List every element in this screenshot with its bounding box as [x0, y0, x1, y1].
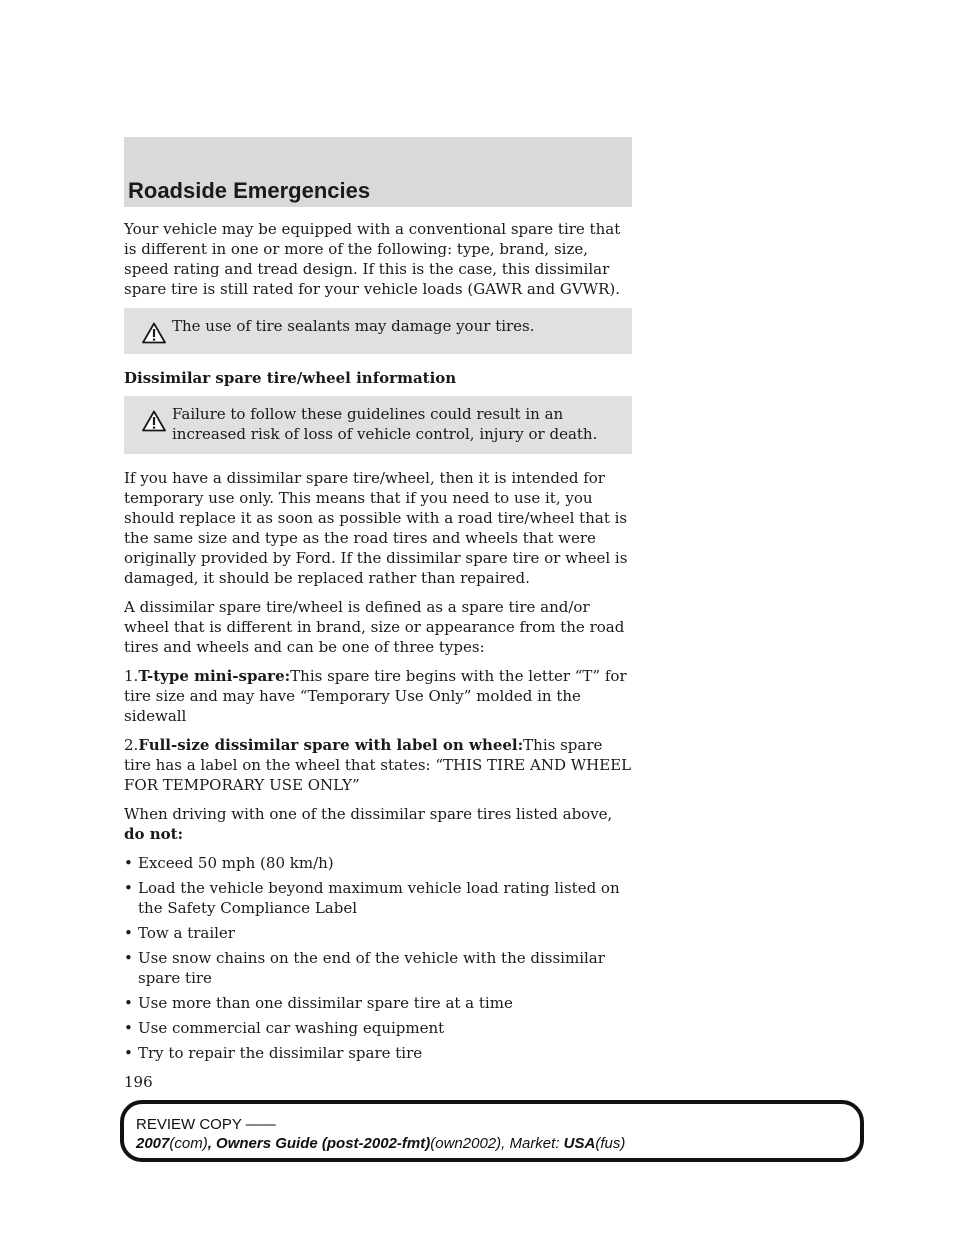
review-copy-label: REVIEW COPY —— [136, 1116, 276, 1133]
warning-triangle-icon [142, 410, 166, 432]
document-info-line: 2007(com), Owners Guide (post-2002-fmt)(own2002), Market: USA(fus) [136, 1135, 626, 1152]
list-item: • Tow a trailer [124, 924, 235, 942]
warning-triangle-icon [142, 322, 166, 344]
list-item: • Try to repair the dissimilar spare tire [124, 1044, 423, 1062]
bullet-icon: • [124, 1019, 133, 1037]
type-description: This spare tire begins with the letter “T” for tire size and may have “Temporary Use Only” molded in the sidewall [124, 667, 627, 725]
list-item: • Use snow chains on the end of the vehicle with the dissimilar spare tire [124, 949, 605, 987]
warning-box-guidelines [124, 396, 632, 454]
list-item: • Use more than one dissimilar spare tire at a time [124, 994, 513, 1012]
bullet-icon: • [124, 994, 133, 1012]
subheading: Dissimilar spare tire/wheel information [124, 369, 457, 387]
intro-paragraph: Your vehicle may be equipped with a conventional spare tire that is different in one or more of the following: type, brand, size, speed rating and tread design. If this is the case, this dissimilar spare tire is still rated for your vehicle loads (GAWR and GVWR). [124, 220, 621, 298]
warning-text: The use of tire sealants may damage your tires. [172, 317, 535, 335]
bullet-icon: • [124, 924, 133, 942]
warning-box-sealants [124, 308, 632, 354]
definition-paragraph: A dissimilar spare tire/wheel is defined as a spare tire and/or wheel that is different in brand, size or appearance from the road tires and wheels and can be one of three types: [124, 598, 625, 656]
list-item: • Use commercial car washing equipment [124, 1019, 445, 1037]
bullet-icon: • [124, 879, 133, 897]
type-number: 1. [124, 667, 139, 685]
type-description: This spare tire has a label on the wheel that states: “THIS TIRE AND WHEEL FOR TEMPORARY USE ONLY” [124, 736, 632, 794]
type-item [124, 735, 632, 795]
temporary-use-paragraph: If you have a dissimilar spare tire/wheel, then it is intended for temporary use only. This means that if you need to use it, you should replace it as soon as possible with a road tire/wheel that is the same size and type as the road tires and wheels that were originally provided by Ford. If the dissimilar spare tire or wheel is damaged, it should be replaced rather than repaired. [124, 469, 628, 587]
type-number: 2. [124, 736, 139, 754]
driving-lead-paragraph [124, 804, 632, 844]
bullet-icon: • [124, 949, 133, 967]
page-content [124, 219, 632, 1092]
list-item: • Exceed 50 mph (80 km/h) [124, 854, 334, 872]
review-copy-footer [120, 1100, 864, 1162]
do-not-text: do not: [124, 825, 184, 843]
bullet-icon: • [124, 854, 133, 872]
warning-text: Failure to follow these guidelines could result in an increased risk of loss of vehicle control, injury or death. [172, 405, 598, 443]
driving-lead-text: When driving with one of the dissimilar spare tires listed above, [124, 805, 613, 823]
section-title: Roadside Emergencies [128, 178, 371, 203]
section-header-band [124, 137, 632, 207]
bullet-icon: • [124, 1044, 133, 1062]
type-term: Full-size dissimilar spare with label on wheel: [138, 736, 524, 754]
page-number: 196 [124, 1073, 153, 1091]
type-item [124, 666, 632, 726]
restriction-list [124, 853, 632, 1063]
list-item: • Load the vehicle beyond maximum vehicle load rating listed on the Safety Compliance Label [124, 879, 620, 917]
type-term: T-type mini-spare: [138, 667, 291, 685]
